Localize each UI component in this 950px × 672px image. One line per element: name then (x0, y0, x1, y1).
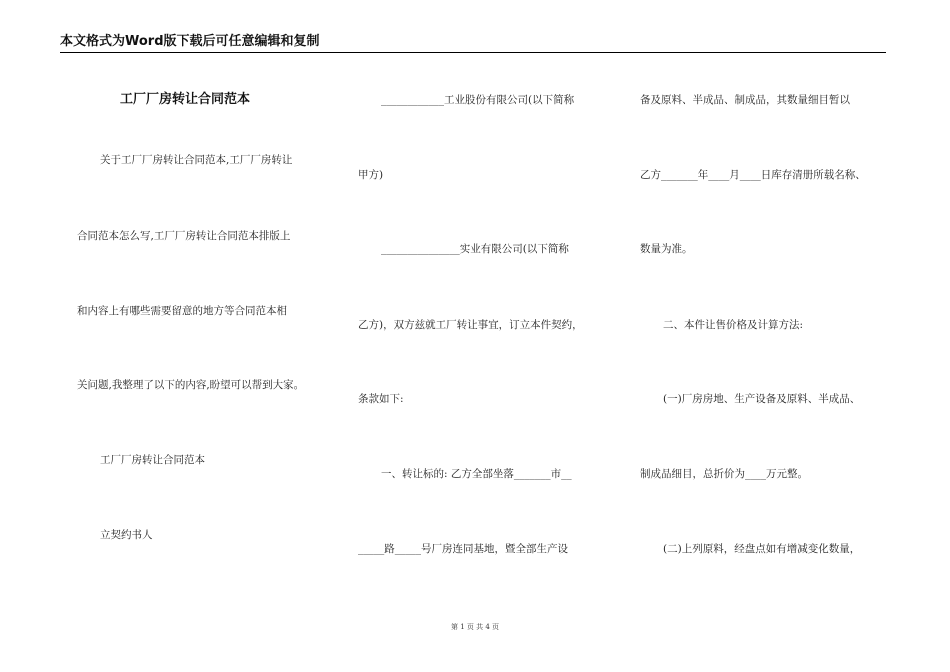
section-heading: 工厂厂房转让合同范本 (100, 454, 205, 466)
paragraph-line: 立契约书人 (100, 529, 153, 541)
column-1 (0, 0, 340, 672)
paragraph-line: (一)厂房房地、生产设备及原料、半成品、 (663, 393, 861, 405)
document-title: 工厂厂房转让合同范本 (120, 92, 251, 107)
paragraph-line: 条款如下: (358, 393, 404, 405)
paragraph-line: 合同范本怎么写,工厂厂房转让合同范本排版上 (77, 230, 291, 242)
page-number: 第 1 页 共 4 页 (450, 623, 500, 631)
paragraph-line: 乙方)，双方兹就工厂转让事宜，订立本件契约， (358, 319, 583, 331)
paragraph-line: _______________实业有限公司(以下简称 (381, 243, 569, 255)
paragraph-line: _____路_____号厂房连同基地，暨全部生产设 (358, 543, 568, 555)
header-text: 本文格式为Word版下载后可任意编辑和复制 (60, 34, 320, 49)
section-heading: 二、本件让售价格及计算方法: (663, 319, 804, 331)
column-3 (630, 0, 930, 672)
paragraph-line: 一、转让标的: 乙方全部坐落_______市__ (381, 468, 572, 480)
paragraph-line: ____________工业股份有限公司(以下简称 (381, 94, 575, 106)
paragraph-line: 乙方_______年____月____日库存清册所载名称、 (640, 169, 866, 181)
paragraph-line: 制成品细目，总折价为____万元整。 (640, 468, 808, 480)
paragraph-line: (二)上列原料，经盘点如有增减变化数量， (663, 543, 861, 555)
paragraph-line: 关问题,我整理了以下的内容,盼望可以帮到大家。 (77, 379, 305, 391)
paragraph-line: 关于工厂厂房转让合同范本,工厂厂房转让 (100, 154, 293, 166)
paragraph-line: 备及原料、半成品、制成品，其数量细目暂以 (640, 94, 850, 106)
paragraph-line: 数量为准。 (640, 243, 693, 255)
paragraph-line: 甲方) (358, 169, 384, 181)
column-2 (340, 0, 630, 672)
paragraph-line: 和内容上有哪些需要留意的地方等合同范本相 (77, 305, 287, 317)
